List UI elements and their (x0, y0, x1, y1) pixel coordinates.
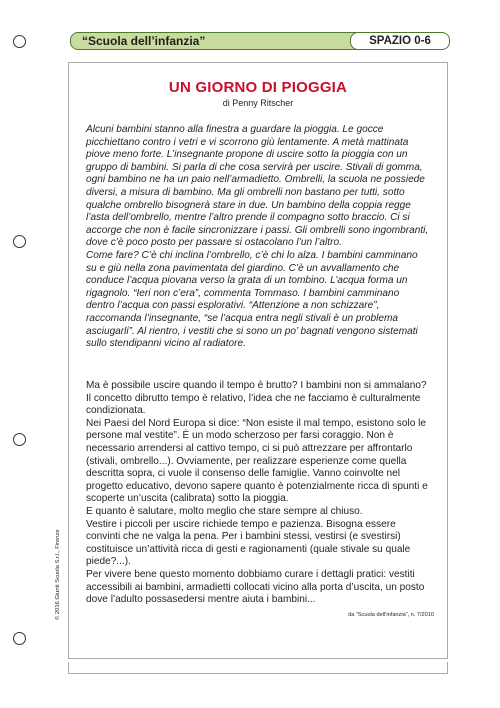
binder-hole-bottom (13, 632, 26, 645)
story-paragraph: Alcuni bambini stanno alla finestra a guardare la pioggia. Le gocce picchiettano contro i vetri e vi scorrono giù lentamente. A metà mattinata piove meno forte. L’insegnante propone di uscire sotto la pioggia con un gruppo di bambini. Si parla di che cosa servirà per uscire. Stivali di gomma, ogni bambino ne ha un paio nell’armadietto. Ombrelli, la scuola ne possiede diversi, a misura di bambino. Ma gli ombrelli non bastano per tutti, sotto qualche ombrello bisognerà stare in due. Un bambino della coppia regge l’asta dell’ombrello, mentre l’altro prende il compagno sotto braccio. Ci si accorge che non è facile sincronizzare i passi. Gli ombrelli sono ingombranti, dove c’è poco posto per passare si ostacolano l’un l’altro. (86, 124, 429, 249)
copyright-notice: © 2016 Giunti Scuola S.r.l., Firenze (55, 529, 61, 620)
header-title: “Scuola dell’infanzia” (82, 34, 206, 48)
essay-paragraph: Per vivere bene questo momento dobbiamo curare i dettagli pratici: vestiti accessibili ai bambini, armadietti collocati vicino alla porta d’uscita, un posto dove l’adulto possasedersi mentre aiuta i bambini... (86, 568, 425, 606)
essay-paragraph: E quanto è salutare, molto meglio che stare sempre al chiuso. (86, 505, 363, 517)
binder-hole-top (13, 35, 26, 48)
article-author: di Penny Ritscher (222, 98, 294, 108)
binder-hole-middle (13, 235, 26, 248)
article-title: UN GIORNO DI PIOGGIA (168, 79, 348, 96)
story-text (86, 124, 430, 351)
frame-footer-strip (68, 662, 448, 674)
essay-paragraph: Nei Paesi del Nord Europa si dice: “Non esiste il mal tempo, esistono solo le persone mal vestite”. È un modo scherzoso per farsi coraggio. Non è necessario arrendersi al cattivo tempo, ci si può attrezzare per affrontarlo (stivali, ombrello...). Ovviamente, per realizzare esperienze come quella descritta sopra, ci vuole il consenso delle famiglie. Vanno coinvolte nel progetto educativo, devono sapere quanto è potenzialmente ricca di spunti e scoperte un’uscita (calibrata) sotto la pioggia. (86, 417, 428, 505)
essay-text (86, 380, 430, 607)
essay-paragraph: Ma è possibile uscire quando il tempo è brutto? I bambini non si ammalano? Il concetto dibrutto tempo è relativo, l’idea che ne facciamo è culturalmente condizionata. (86, 380, 427, 417)
section-tag: SPAZIO 0-6 (350, 32, 450, 50)
binder-hole-lower (13, 433, 26, 446)
essay-paragraph: Vestire i piccoli per uscire richiede tempo e pazienza. Bisogna essere convinti che ne valga la pena. Per i bambini stessi, vestirsi (e svestirsi) costituisce un’attività ricca di gesti e ragionamenti (quale stivale su quale piede?...). (86, 518, 411, 568)
source-credit: da “Scuola dell’infanzia”, n. 7/2010 (348, 612, 434, 618)
story-paragraph: Come fare? C’è chi inclina l’ombrello, c’è chi lo alza. I bambini camminano su e giù nella zona pavimentata del giardino. C’è un avvallamento che conduce l’acqua piovana verso la grata di un tombino. L’acqua forma un rigagnolo. “Ieri non c’era”, commenta Tommaso. I bambini camminano dentro l’acqua con passi esplorativi. “Attenzione a non schizzare”, raccomanda l’insegnante, “se l’acqua entra negli stivali è un problema asciugarli”. Al rientro, i vestiti che si sono un po’ bagnati vengono sistemati sullo stendipanni vicino al radiatore. (86, 249, 418, 350)
